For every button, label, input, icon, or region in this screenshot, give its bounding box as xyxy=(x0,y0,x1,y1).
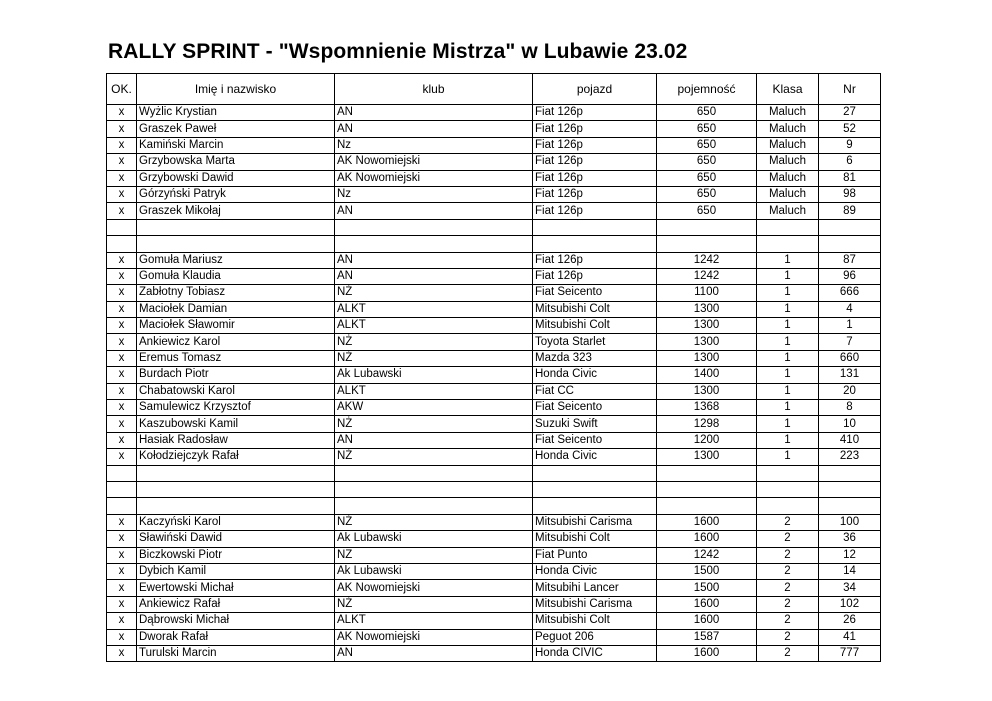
cell-number: 8 xyxy=(819,400,881,416)
cell-name: Chabatowski Karol xyxy=(137,383,335,399)
table-row xyxy=(107,186,881,202)
cell-class: 1 xyxy=(757,285,819,301)
col-header-capacity: pojemność xyxy=(657,74,757,105)
cell-name xyxy=(137,498,335,514)
cell-club: ALKT xyxy=(335,318,533,334)
cell-club: NŻ xyxy=(335,350,533,366)
cell-name: Eremus Tomasz xyxy=(137,350,335,366)
table-row xyxy=(107,350,881,366)
cell-capacity: 1300 xyxy=(657,383,757,399)
cell-vehicle: Fiat 126p xyxy=(533,170,657,186)
cell-class: 1 xyxy=(757,400,819,416)
col-header-class: Klasa xyxy=(757,74,819,105)
table-row xyxy=(107,121,881,137)
cell-club: AN xyxy=(335,645,533,661)
cell-name: Kołodziejczyk Rafał xyxy=(137,449,335,465)
cell-name: Graszek Paweł xyxy=(137,121,335,137)
cell-name: Gomuła Klaudia xyxy=(137,268,335,284)
cell-class: Maluch xyxy=(757,203,819,219)
cell-vehicle: Fiat 126p xyxy=(533,137,657,153)
cell-name: Hasiak Radosław xyxy=(137,432,335,448)
col-header-club: klub xyxy=(335,74,533,105)
cell-number: 131 xyxy=(819,367,881,383)
cell-capacity: 1300 xyxy=(657,301,757,317)
cell-class: Maluch xyxy=(757,121,819,137)
cell-ok: x xyxy=(107,629,137,645)
cell-number: 20 xyxy=(819,383,881,399)
table-row xyxy=(107,596,881,612)
cell-ok xyxy=(107,498,137,514)
cell-capacity xyxy=(657,498,757,514)
cell-club xyxy=(335,481,533,497)
cell-number xyxy=(819,219,881,235)
cell-number: 666 xyxy=(819,285,881,301)
document-title: RALLY SPRINT - "Wspomnienie Mistrza" w Lubawie 23.02 xyxy=(108,40,688,63)
cell-number: 660 xyxy=(819,350,881,366)
cell-ok xyxy=(107,236,137,252)
cell-vehicle: Mitsubishi Colt xyxy=(533,301,657,317)
cell-ok: x xyxy=(107,563,137,579)
cell-number: 10 xyxy=(819,416,881,432)
cell-class: Maluch xyxy=(757,137,819,153)
cell-vehicle: Mitsubishi Colt xyxy=(533,318,657,334)
cell-club xyxy=(335,465,533,481)
cell-capacity: 1242 xyxy=(657,252,757,268)
cell-capacity: 650 xyxy=(657,154,757,170)
table-row xyxy=(107,580,881,596)
cell-club xyxy=(335,236,533,252)
cell-class xyxy=(757,465,819,481)
cell-vehicle: Fiat Seicento xyxy=(533,400,657,416)
cell-club: AN xyxy=(335,121,533,137)
cell-ok: x xyxy=(107,350,137,366)
cell-ok: x xyxy=(107,531,137,547)
cell-club: Ak Lubawski xyxy=(335,563,533,579)
cell-capacity: 1400 xyxy=(657,367,757,383)
table-row xyxy=(107,285,881,301)
cell-class: 2 xyxy=(757,547,819,563)
cell-class xyxy=(757,498,819,514)
table-row xyxy=(107,252,881,268)
cell-capacity xyxy=(657,481,757,497)
cell-ok: x xyxy=(107,645,137,661)
cell-class xyxy=(757,219,819,235)
cell-ok: x xyxy=(107,252,137,268)
cell-name: Burdach Piotr xyxy=(137,367,335,383)
cell-number: 14 xyxy=(819,563,881,579)
cell-club xyxy=(335,498,533,514)
cell-capacity: 1300 xyxy=(657,449,757,465)
cell-ok: x xyxy=(107,170,137,186)
cell-club: AK Nowomiejski xyxy=(335,170,533,186)
cell-class: 1 xyxy=(757,268,819,284)
cell-vehicle: Mitsubishi Colt xyxy=(533,531,657,547)
cell-class: 1 xyxy=(757,367,819,383)
cell-capacity xyxy=(657,465,757,481)
cell-club: NŻ xyxy=(335,285,533,301)
cell-class: 2 xyxy=(757,613,819,629)
cell-number: 223 xyxy=(819,449,881,465)
cell-ok: x xyxy=(107,203,137,219)
cell-ok: x xyxy=(107,432,137,448)
cell-vehicle: Fiat 126p xyxy=(533,154,657,170)
cell-club: NŻ xyxy=(335,416,533,432)
cell-vehicle: Honda CIVIC xyxy=(533,645,657,661)
cell-club xyxy=(335,219,533,235)
cell-name xyxy=(137,236,335,252)
cell-capacity: 650 xyxy=(657,137,757,153)
cell-vehicle: Fiat Punto xyxy=(533,547,657,563)
col-header-number: Nr xyxy=(819,74,881,105)
cell-number: 87 xyxy=(819,252,881,268)
cell-capacity: 1300 xyxy=(657,350,757,366)
table-row xyxy=(107,137,881,153)
cell-number: 81 xyxy=(819,170,881,186)
table-row xyxy=(107,236,881,252)
cell-vehicle: Mitsubishi Colt xyxy=(533,613,657,629)
cell-capacity: 1500 xyxy=(657,563,757,579)
cell-class: 2 xyxy=(757,580,819,596)
col-header-vehicle: pojazd xyxy=(533,74,657,105)
table-row xyxy=(107,449,881,465)
cell-name xyxy=(137,465,335,481)
cell-ok: x xyxy=(107,334,137,350)
cell-number: 52 xyxy=(819,121,881,137)
cell-name: Gomuła Mariusz xyxy=(137,252,335,268)
cell-number: 12 xyxy=(819,547,881,563)
cell-club: AN xyxy=(335,268,533,284)
cell-name xyxy=(137,481,335,497)
table-row xyxy=(107,481,881,497)
table-row xyxy=(107,367,881,383)
cell-capacity: 1200 xyxy=(657,432,757,448)
cell-ok: x xyxy=(107,121,137,137)
cell-vehicle xyxy=(533,481,657,497)
cell-capacity: 1242 xyxy=(657,268,757,284)
cell-number: 41 xyxy=(819,629,881,645)
cell-number: 6 xyxy=(819,154,881,170)
cell-class: 2 xyxy=(757,596,819,612)
cell-ok: x xyxy=(107,285,137,301)
cell-number: 7 xyxy=(819,334,881,350)
cell-capacity: 650 xyxy=(657,121,757,137)
cell-vehicle: Mitsubishi Carisma xyxy=(533,596,657,612)
cell-capacity: 1587 xyxy=(657,629,757,645)
cell-vehicle: Honda Civic xyxy=(533,449,657,465)
cell-vehicle xyxy=(533,219,657,235)
cell-number xyxy=(819,498,881,514)
cell-name: Kaczyński Karol xyxy=(137,514,335,530)
cell-ok xyxy=(107,465,137,481)
table-row xyxy=(107,498,881,514)
cell-club: NŻ xyxy=(335,596,533,612)
cell-club: ALKT xyxy=(335,613,533,629)
cell-number: 98 xyxy=(819,186,881,202)
table-row xyxy=(107,301,881,317)
table-row xyxy=(107,219,881,235)
cell-name: Ewertowski Michał xyxy=(137,580,335,596)
table-body xyxy=(107,105,881,662)
cell-number: 89 xyxy=(819,203,881,219)
cell-class: 1 xyxy=(757,432,819,448)
cell-vehicle: Honda Civic xyxy=(533,367,657,383)
cell-class: 2 xyxy=(757,563,819,579)
cell-number: 36 xyxy=(819,531,881,547)
cell-vehicle: Fiat Seicento xyxy=(533,285,657,301)
cell-number: 1 xyxy=(819,318,881,334)
cell-class: Maluch xyxy=(757,105,819,121)
cell-capacity: 1600 xyxy=(657,514,757,530)
cell-club: NŻ xyxy=(335,334,533,350)
cell-name xyxy=(137,219,335,235)
table-row xyxy=(107,203,881,219)
cell-number: 410 xyxy=(819,432,881,448)
cell-ok xyxy=(107,481,137,497)
cell-number: 777 xyxy=(819,645,881,661)
cell-club: AK Nowomiejski xyxy=(335,629,533,645)
cell-name: Dybich Kamil xyxy=(137,563,335,579)
cell-capacity: 1300 xyxy=(657,318,757,334)
cell-class: Maluch xyxy=(757,170,819,186)
cell-club: Ak Lubawski xyxy=(335,367,533,383)
table-row xyxy=(107,154,881,170)
cell-vehicle: Mazda 323 xyxy=(533,350,657,366)
cell-name: Maciołek Sławomir xyxy=(137,318,335,334)
cell-club: ALKT xyxy=(335,383,533,399)
cell-capacity: 1242 xyxy=(657,547,757,563)
cell-ok: x xyxy=(107,301,137,317)
cell-club: AK Nowomiejski xyxy=(335,154,533,170)
cell-name: Ankiewicz Karol xyxy=(137,334,335,350)
cell-ok: x xyxy=(107,383,137,399)
cell-club: AN xyxy=(335,105,533,121)
cell-club: NŻ xyxy=(335,514,533,530)
cell-ok: x xyxy=(107,137,137,153)
cell-name: Samulewicz Krzysztof xyxy=(137,400,335,416)
cell-class: Maluch xyxy=(757,154,819,170)
table-header-row xyxy=(107,74,881,105)
cell-capacity: 1600 xyxy=(657,596,757,612)
cell-number: 26 xyxy=(819,613,881,629)
table-row xyxy=(107,268,881,284)
table-row xyxy=(107,318,881,334)
cell-class: 1 xyxy=(757,318,819,334)
cell-ok: x xyxy=(107,449,137,465)
cell-ok: x xyxy=(107,105,137,121)
cell-capacity: 650 xyxy=(657,170,757,186)
cell-club: AN xyxy=(335,203,533,219)
cell-number xyxy=(819,465,881,481)
cell-vehicle: Fiat 126p xyxy=(533,105,657,121)
cell-vehicle: Suzuki Swift xyxy=(533,416,657,432)
cell-vehicle: Mitsubishi Carisma xyxy=(533,514,657,530)
cell-capacity: 1500 xyxy=(657,580,757,596)
cell-ok: x xyxy=(107,268,137,284)
cell-class: 1 xyxy=(757,334,819,350)
table-row xyxy=(107,531,881,547)
cell-ok: x xyxy=(107,318,137,334)
cell-name: Ankiewicz Rafał xyxy=(137,596,335,612)
cell-capacity: 1600 xyxy=(657,645,757,661)
cell-class: 2 xyxy=(757,531,819,547)
cell-vehicle: Fiat 126p xyxy=(533,203,657,219)
table-row xyxy=(107,645,881,661)
cell-vehicle: Fiat 126p xyxy=(533,252,657,268)
cell-name: Maciołek Damian xyxy=(137,301,335,317)
cell-vehicle xyxy=(533,498,657,514)
cell-class: 2 xyxy=(757,629,819,645)
cell-capacity: 1600 xyxy=(657,613,757,629)
cell-name: Sławiński Dawid xyxy=(137,531,335,547)
cell-capacity: 1300 xyxy=(657,334,757,350)
cell-number: 27 xyxy=(819,105,881,121)
cell-name: Grzybowska Marta xyxy=(137,154,335,170)
cell-name: Wyżlic Krystian xyxy=(137,105,335,121)
cell-vehicle xyxy=(533,236,657,252)
cell-number xyxy=(819,236,881,252)
cell-ok: x xyxy=(107,416,137,432)
table-row xyxy=(107,334,881,350)
table-row xyxy=(107,563,881,579)
cell-capacity: 650 xyxy=(657,203,757,219)
table-row xyxy=(107,629,881,645)
cell-vehicle xyxy=(533,465,657,481)
cell-club: NZ xyxy=(335,547,533,563)
cell-class: 1 xyxy=(757,416,819,432)
cell-name: Turulski Marcin xyxy=(137,645,335,661)
col-header-ok: OK. xyxy=(107,74,137,105)
cell-class xyxy=(757,236,819,252)
entry-list-table xyxy=(106,73,881,662)
cell-number: 96 xyxy=(819,268,881,284)
table-row xyxy=(107,613,881,629)
cell-name: Górzyński Patryk xyxy=(137,186,335,202)
cell-club: AKW xyxy=(335,400,533,416)
cell-capacity xyxy=(657,236,757,252)
cell-name: Biczkowski Piotr xyxy=(137,547,335,563)
cell-number xyxy=(819,481,881,497)
cell-vehicle: Toyota Starlet xyxy=(533,334,657,350)
cell-class: 1 xyxy=(757,383,819,399)
cell-name: Kamiński Marcin xyxy=(137,137,335,153)
table-row xyxy=(107,170,881,186)
cell-class: 2 xyxy=(757,514,819,530)
cell-club: NŻ xyxy=(335,449,533,465)
cell-class: Maluch xyxy=(757,186,819,202)
cell-vehicle: Fiat 126p xyxy=(533,121,657,137)
cell-number: 9 xyxy=(819,137,881,153)
cell-class: 2 xyxy=(757,645,819,661)
cell-ok: x xyxy=(107,596,137,612)
cell-club: Nz xyxy=(335,186,533,202)
cell-ok: x xyxy=(107,547,137,563)
cell-class xyxy=(757,481,819,497)
table-row xyxy=(107,514,881,530)
cell-class: 1 xyxy=(757,449,819,465)
table-row xyxy=(107,547,881,563)
cell-vehicle: Peguot 206 xyxy=(533,629,657,645)
cell-club: AN xyxy=(335,432,533,448)
cell-name: Graszek Mikołaj xyxy=(137,203,335,219)
cell-ok: x xyxy=(107,186,137,202)
cell-capacity: 1298 xyxy=(657,416,757,432)
table-row xyxy=(107,465,881,481)
cell-ok: x xyxy=(107,367,137,383)
cell-vehicle: Mitsubihi Lancer xyxy=(533,580,657,596)
cell-capacity: 1600 xyxy=(657,531,757,547)
table-row xyxy=(107,432,881,448)
cell-club: ALKT xyxy=(335,301,533,317)
cell-class: 1 xyxy=(757,350,819,366)
cell-name: Dworak Rafał xyxy=(137,629,335,645)
cell-class: 1 xyxy=(757,252,819,268)
cell-ok: x xyxy=(107,154,137,170)
cell-ok: x xyxy=(107,613,137,629)
cell-name: Dąbrowski Michał xyxy=(137,613,335,629)
cell-vehicle: Fiat CC xyxy=(533,383,657,399)
cell-class: 1 xyxy=(757,301,819,317)
table-row xyxy=(107,416,881,432)
cell-ok: x xyxy=(107,580,137,596)
cell-name: Zabłotny Tobiasz xyxy=(137,285,335,301)
cell-name: Kaszubowski Kamil xyxy=(137,416,335,432)
cell-club: Ak Lubawski xyxy=(335,531,533,547)
table-row xyxy=(107,400,881,416)
cell-name: Grzybowski Dawid xyxy=(137,170,335,186)
cell-ok xyxy=(107,219,137,235)
cell-vehicle: Fiat 126p xyxy=(533,268,657,284)
table-row xyxy=(107,383,881,399)
cell-number: 102 xyxy=(819,596,881,612)
table-row xyxy=(107,105,881,121)
cell-club: Nz xyxy=(335,137,533,153)
cell-ok: x xyxy=(107,514,137,530)
col-header-name: Imię i nazwisko xyxy=(137,74,335,105)
cell-number: 100 xyxy=(819,514,881,530)
cell-club: AN xyxy=(335,252,533,268)
cell-ok: x xyxy=(107,400,137,416)
cell-number: 4 xyxy=(819,301,881,317)
cell-vehicle: Fiat Seicento xyxy=(533,432,657,448)
cell-capacity: 650 xyxy=(657,105,757,121)
cell-capacity: 1100 xyxy=(657,285,757,301)
cell-capacity xyxy=(657,219,757,235)
cell-capacity: 1368 xyxy=(657,400,757,416)
cell-number: 34 xyxy=(819,580,881,596)
cell-capacity: 650 xyxy=(657,186,757,202)
cell-vehicle: Honda Civic xyxy=(533,563,657,579)
cell-vehicle: Fiat 126p xyxy=(533,186,657,202)
cell-club: AK Nowomiejski xyxy=(335,580,533,596)
